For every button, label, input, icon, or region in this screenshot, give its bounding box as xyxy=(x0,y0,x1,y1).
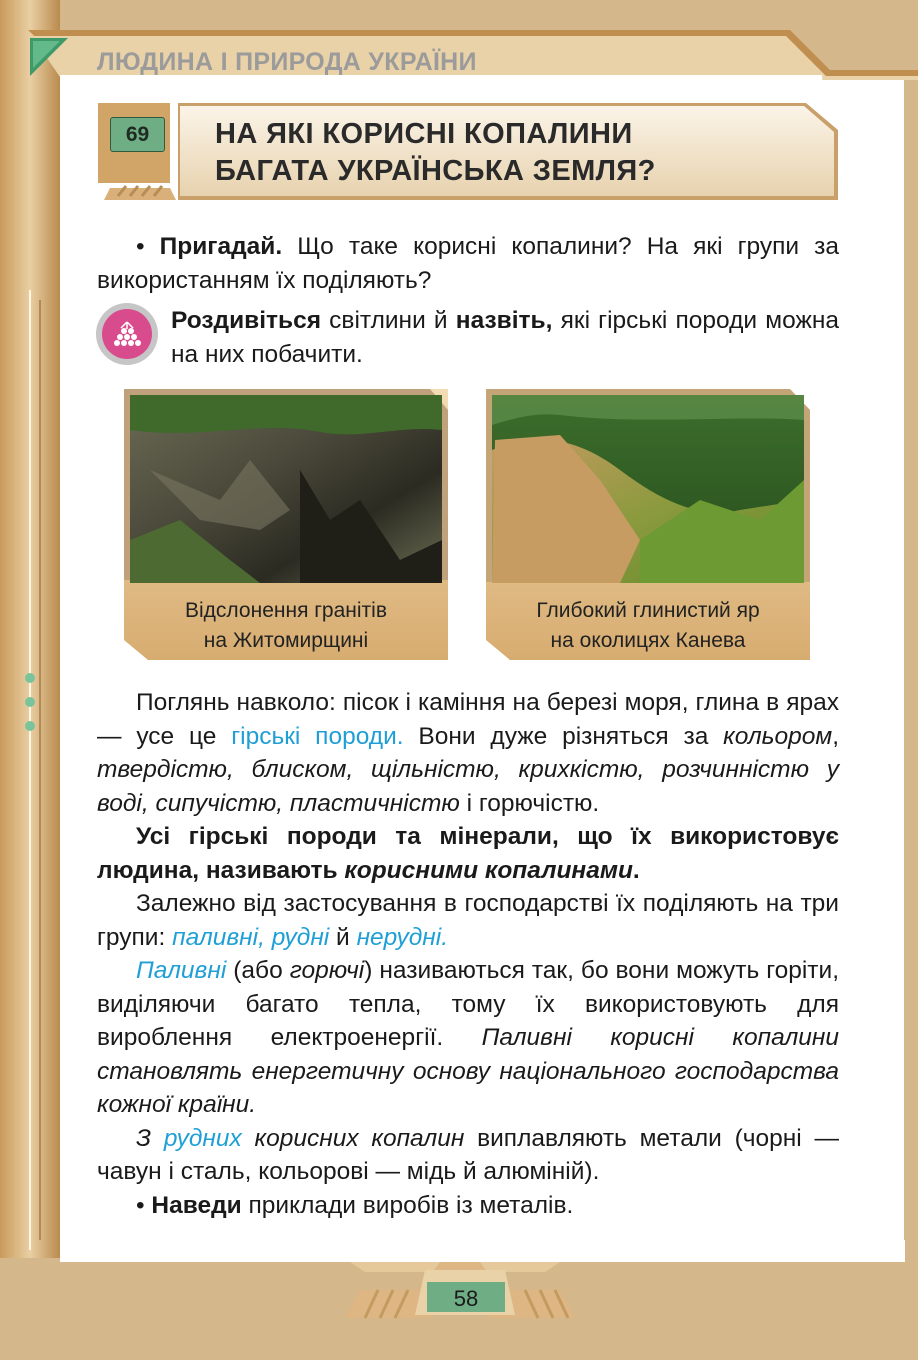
section-header: ЛЮДИНА І ПРИРОДА УКРАЇНИ xyxy=(97,48,477,76)
paragraph-fuel xyxy=(97,954,839,1122)
term-rocks: гірські породи. xyxy=(231,722,404,750)
recall-label: Пригадай. xyxy=(159,233,283,260)
name-label: назвіть, xyxy=(455,307,553,334)
caption-line: Відслонення гранітів xyxy=(185,599,387,622)
text: Залежно від застосування в господарстві їх поділяють на три групи: xyxy=(97,890,839,951)
lesson-title-line1: НА ЯКІ КОРИСНІ КОПАЛИНИ xyxy=(215,118,633,150)
look-mid: світлини й xyxy=(321,307,456,334)
text: і горючістю. xyxy=(459,789,600,817)
photo-clay-ravine xyxy=(492,395,804,583)
text: . xyxy=(632,856,640,884)
look-task xyxy=(171,304,839,371)
task-label: Наведи xyxy=(151,1191,242,1219)
photo-granite-outcrop xyxy=(130,395,442,583)
term-nonmetallic: нерудні. xyxy=(356,923,449,951)
caption-line: на Житомирщині xyxy=(203,629,369,652)
look-label: Роздивіться xyxy=(171,307,322,334)
term-fuel: Паливні xyxy=(136,957,227,984)
text: виплавляють метали (чорні — чавун і сталь, кольорові — мідь й алюміній). xyxy=(97,1124,839,1185)
paragraph-groups xyxy=(97,887,839,954)
caption-line: Глибокий глинистий яр xyxy=(536,599,760,622)
paragraph-task xyxy=(97,1189,839,1223)
bullet: • xyxy=(136,233,160,260)
term-ore: рудних xyxy=(163,1124,242,1152)
text: Вони дуже різняться за xyxy=(403,722,724,750)
recall-question xyxy=(97,230,839,297)
paragraph-ore xyxy=(97,1122,839,1189)
lesson-title xyxy=(215,116,656,190)
photo-caption-granite xyxy=(130,596,442,656)
bullet: • xyxy=(136,1191,152,1219)
lesson-title-line2: БАГАТА УКРАЇНСЬКА ЗЕМЛЯ? xyxy=(215,155,656,187)
text: ) називаються так, бо вони можуть горіти, виділяючи багато тепла, тому їх використовують для вироблення електроенергії. xyxy=(97,957,840,1051)
text: горючі xyxy=(289,957,365,984)
recall-text: Що таке корисні копалини? На які групи за використанням їх поділяють? xyxy=(97,233,839,294)
text: кольором xyxy=(723,722,833,750)
text: Усі гірські породи та мінерали, що їх використовує людина, називають xyxy=(97,823,839,884)
text: З xyxy=(136,1124,164,1152)
text: Паливні корисні копалини становлять енергетичну основу національного господарства кожної країни. xyxy=(97,1024,839,1118)
term-groups: паливні, рудні xyxy=(172,923,330,951)
lesson-number-badge: 69 xyxy=(110,117,165,152)
look-end: які гірські породи можна на них побачити. xyxy=(171,307,839,368)
photo-caption-ravine xyxy=(492,596,804,656)
paragraph-definition xyxy=(97,820,839,887)
page-number: 58 xyxy=(453,1286,479,1311)
text: приклади виробів із металів. xyxy=(241,1191,574,1219)
text: Поглянь навколо: пісок і каміння на березі моря, глина в ярах — усе це xyxy=(97,689,839,750)
properties-list: твердістю, блиском, щільністю, крихкістю, розчинністю у воді, сипучістю, пластичністю xyxy=(97,756,839,817)
main-text xyxy=(97,686,839,1222)
paragraph-rocks xyxy=(97,686,839,820)
text: (або xyxy=(226,957,290,984)
text: корисних копалин xyxy=(241,1124,465,1152)
term-minerals: корисними копалинами xyxy=(344,856,633,884)
caption-line: на околицях Канева xyxy=(550,629,746,652)
text: , xyxy=(832,722,840,750)
text: й xyxy=(329,923,357,951)
look-at-photos-icon xyxy=(96,303,158,365)
